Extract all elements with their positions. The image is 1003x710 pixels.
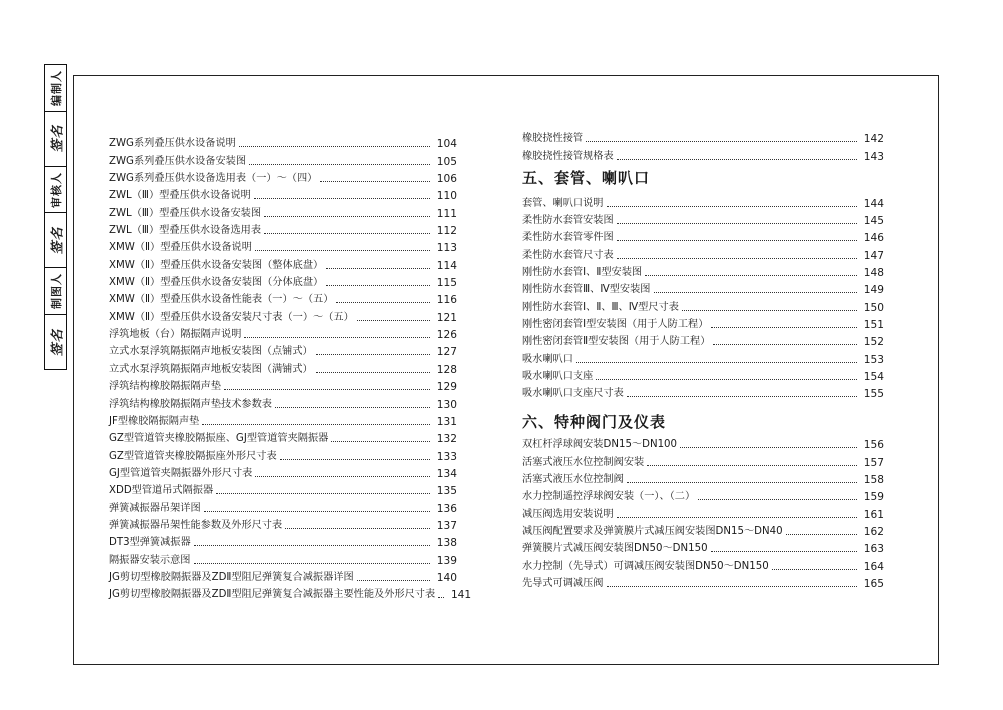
dot-leader <box>255 250 430 251</box>
toc-entry[interactable] <box>109 463 457 480</box>
toc-entry[interactable] <box>522 296 884 313</box>
dot-leader <box>239 146 430 147</box>
toc-entry[interactable] <box>109 272 457 289</box>
dot-leader <box>224 389 430 390</box>
toc-entry-title: 橡胶挠性接管规格表 <box>522 150 614 162</box>
toc-entry-title: 水力控制（先导式）可调减压阀安装图DN50～DN150 <box>522 560 769 572</box>
toc-right-column <box>522 128 884 590</box>
sidebar-cell <box>45 268 66 315</box>
toc-entry[interactable] <box>522 383 884 400</box>
toc-entry[interactable] <box>522 145 884 162</box>
toc-entry-page: 113 <box>436 242 457 255</box>
toc-entry[interactable] <box>109 220 457 237</box>
toc-entry[interactable] <box>522 366 884 383</box>
toc-entry-page: 158 <box>863 474 884 487</box>
dot-leader <box>786 534 857 535</box>
toc-entry[interactable] <box>109 428 457 445</box>
dot-leader <box>711 551 857 552</box>
sidebar-cell <box>45 315 66 369</box>
dot-leader <box>194 545 430 546</box>
dot-leader <box>627 396 857 397</box>
dot-leader <box>357 580 430 581</box>
toc-entry-title: 刚性防水套管Ⅰ、Ⅱ型安装图 <box>522 267 643 279</box>
toc-entry-title: 柔性防水套管零件图 <box>522 232 614 244</box>
toc-entry-title: 立式水泵浮筑隔振隔声地板安装图（点铺式） <box>109 346 313 358</box>
toc-entry[interactable] <box>522 521 884 538</box>
toc-entry-title: XMW（Ⅱ）型叠压供水设备安装图（分体底盘） <box>109 277 324 289</box>
dot-leader <box>682 310 857 311</box>
toc-entry-page: 132 <box>436 433 457 446</box>
dot-leader <box>326 268 430 269</box>
toc-entry-page: 106 <box>436 173 457 186</box>
toc-entry-page: 149 <box>863 284 884 297</box>
toc-entry-page: 110 <box>436 190 457 203</box>
toc-entry[interactable] <box>109 515 457 532</box>
dot-leader <box>275 407 430 408</box>
toc-entry[interactable] <box>109 185 457 202</box>
toc-entry-title: XMW（Ⅱ）型叠压供水设备性能表（一）～（五） <box>109 294 334 306</box>
toc-entry-page: 138 <box>436 537 457 550</box>
dot-leader <box>647 465 857 466</box>
toc-entry-title: XMW（Ⅱ）型叠压供水设备安装图（整体底盘） <box>109 259 324 271</box>
dot-leader <box>316 354 430 355</box>
toc-entry-title: 橡胶挠性接管 <box>522 133 584 145</box>
toc-entry-title: JG剪切型橡胶隔振器及ZDⅡ型阻尼弹簧复合减振器详图 <box>109 571 354 583</box>
toc-entry-title: XDD型管道吊式隔振器 <box>109 485 214 497</box>
toc-entry[interactable] <box>522 262 884 279</box>
toc-entry-page: 121 <box>436 311 457 324</box>
toc-entry[interactable] <box>522 128 884 145</box>
toc-entry[interactable] <box>109 532 457 549</box>
toc-entry-title: 活塞式液压水位控制阀 <box>522 474 624 486</box>
sidebar-label: 制图人 <box>49 273 63 310</box>
toc-entry[interactable] <box>522 210 884 227</box>
toc-entry-title: 弹簧膜片式减压阀安装图DN50～DN150 <box>522 543 708 555</box>
toc-entry-title: 双杠杆浮球阀安装DN15～DN100 <box>522 439 678 451</box>
dot-leader <box>654 292 858 293</box>
sidebar-label: 签名 <box>50 226 66 255</box>
toc-entry-page: 137 <box>436 519 457 532</box>
toc-entry[interactable] <box>109 497 457 514</box>
dot-leader <box>438 597 444 598</box>
toc-entry-title: ZWG系列叠压供水设备安装图 <box>109 155 247 167</box>
toc-entry[interactable] <box>109 549 457 566</box>
toc-entry[interactable] <box>109 133 457 150</box>
toc-entry-page: 133 <box>436 450 457 463</box>
toc-entry-title: ZWL（Ⅲ）型叠压供水设备选用表 <box>109 225 262 237</box>
toc-entry-title: 吸水喇叭口 <box>522 353 573 365</box>
toc-entry[interactable] <box>109 358 457 375</box>
toc-entry-page: 155 <box>863 388 884 401</box>
toc-entry-page: 139 <box>436 554 457 567</box>
toc-entry-title: DT3型弹簧减振器 <box>109 537 191 549</box>
toc-entry-title: GZ型管道管夹橡胶隔振座、GJ型管道管夹隔振器 <box>109 433 329 445</box>
toc-entry[interactable] <box>522 244 884 261</box>
toc-entry-page: 143 <box>863 150 884 163</box>
toc-entry[interactable] <box>109 289 457 306</box>
dot-leader <box>249 164 430 165</box>
toc-entry-page: 145 <box>863 215 884 228</box>
toc-entry[interactable] <box>109 393 457 410</box>
toc-entry[interactable] <box>109 567 457 584</box>
toc-entry-page: 135 <box>436 485 457 498</box>
toc-entry-title: 活塞式液压水位控制阀安装 <box>522 456 645 468</box>
dot-leader <box>645 275 857 276</box>
toc-entry[interactable] <box>109 202 457 219</box>
dot-leader <box>336 302 430 303</box>
toc-entry-page: 141 <box>450 589 472 602</box>
toc-entry-page: 161 <box>863 508 884 521</box>
dot-leader <box>617 517 857 518</box>
toc-entry[interactable] <box>522 486 884 503</box>
toc-entry-title: 弹簧减振器吊架性能参数及外形尺寸表 <box>109 519 283 531</box>
toc-entry-title: 减压阀选用安装说明 <box>522 508 614 520</box>
sidebar-label: 审核人 <box>49 171 63 208</box>
toc-entry-page: 148 <box>863 267 884 280</box>
toc-entry-title: GZ型管道管夹橡胶隔振座外形尺寸表 <box>109 450 277 462</box>
sidebar-cell <box>45 112 66 167</box>
toc-entry[interactable] <box>109 445 457 462</box>
toc-entry-page: 144 <box>863 197 884 210</box>
sidebar-label: 签名 <box>50 124 66 153</box>
dot-leader <box>576 362 857 363</box>
dot-leader <box>264 216 430 217</box>
toc-entry-page: 159 <box>863 491 884 504</box>
toc-entry-title: 吸水喇叭口支座尺寸表 <box>522 388 624 400</box>
toc-entry-title: 立式水泵浮筑隔振隔声地板安装图（满铺式） <box>109 363 313 375</box>
dot-leader <box>254 198 430 199</box>
toc-entry-page: 142 <box>863 133 884 146</box>
toc-entry[interactable] <box>522 469 884 486</box>
section-five-list <box>522 193 884 401</box>
toc-entry-page: 115 <box>436 277 457 290</box>
toc-entry[interactable] <box>109 306 457 323</box>
toc-entry[interactable] <box>109 324 457 341</box>
toc-entry-title: 浮筑结构橡胶隔振隔声垫 <box>109 381 222 393</box>
toc-entry[interactable] <box>522 573 884 590</box>
dot-leader <box>607 206 858 207</box>
dot-leader <box>285 528 430 529</box>
dot-leader <box>772 569 857 570</box>
toc-entry-page: 112 <box>436 225 457 238</box>
toc-entry-page: 150 <box>863 301 884 314</box>
toc-entry[interactable] <box>522 503 884 520</box>
toc-entry-title: 隔振器安装示意图 <box>109 554 191 566</box>
toc-entry-page: 157 <box>863 456 884 469</box>
toc-entry-title: XMW（Ⅱ）型叠压供水设备说明 <box>109 242 252 254</box>
toc-entry-title: ZWL（Ⅲ）型叠压供水设备安装图 <box>109 207 262 219</box>
dot-leader <box>264 233 430 234</box>
toc-entry-page: 131 <box>436 415 457 428</box>
toc-entry-page: 105 <box>436 155 457 168</box>
toc-entry-title: 减压阀配置要求及弹簧膜片式减压阀安装图DN15～DN40 <box>522 525 783 537</box>
dot-leader <box>194 563 431 564</box>
toc-entry-page: 136 <box>436 502 457 515</box>
section-five-heading: 五、套管、喇叭口 <box>522 169 651 188</box>
toc-entry[interactable] <box>109 254 457 271</box>
toc-entry[interactable] <box>109 168 457 185</box>
dot-leader <box>216 493 430 494</box>
toc-entry[interactable] <box>522 555 884 572</box>
toc-entry[interactable] <box>109 237 457 254</box>
dot-leader <box>617 258 857 259</box>
toc-right-top-list <box>522 128 884 163</box>
dot-leader <box>607 586 858 587</box>
dot-leader <box>596 379 857 380</box>
dot-leader <box>320 181 430 182</box>
toc-entry-page: 164 <box>863 560 884 573</box>
toc-entry-title: JF型橡胶隔振隔声垫 <box>109 415 200 427</box>
toc-entry-page: 152 <box>863 336 884 349</box>
dot-leader <box>617 240 857 241</box>
sidebar-label: 签名 <box>50 328 66 357</box>
toc-entry-title: 弹簧减振器吊架详图 <box>109 502 201 514</box>
toc-entry[interactable] <box>522 227 884 244</box>
toc-entry-title: JG剪切型橡胶隔振器及ZDⅡ型阻尼弹簧复合减振器主要性能及外形尺寸表 <box>109 589 436 601</box>
toc-entry-title: 浮筑结构橡胶隔振隔声垫技术参数表 <box>109 398 272 410</box>
toc-entry-title: 柔性防水套管安装图 <box>522 215 614 227</box>
toc-entry-title: XMW（Ⅱ）型叠压供水设备安装尺寸表（一）～（五） <box>109 311 354 323</box>
toc-entry-title: 刚性密闭套管Ⅱ型安装图（用于人防工程） <box>522 336 711 348</box>
toc-entry-title: 水力控制遥控浮球阀安装（一）、（二） <box>522 491 696 503</box>
toc-entry-title: 吸水喇叭口支座 <box>522 370 594 382</box>
toc-entry-title: 套管、喇叭口说明 <box>522 197 604 209</box>
section-six-list <box>522 434 884 590</box>
toc-entry-page: 134 <box>436 467 457 480</box>
toc-entry[interactable] <box>522 193 884 210</box>
toc-entry[interactable] <box>522 434 884 451</box>
toc-entry-page: 126 <box>436 329 457 342</box>
dot-leader <box>202 424 430 425</box>
toc-entry-title: 刚性防水套管Ⅲ、Ⅳ型安装图 <box>522 284 651 296</box>
toc-entry-title: 刚性防水套管Ⅰ、Ⅱ、Ⅲ、Ⅳ型尺寸表 <box>522 301 679 313</box>
toc-entry-page: 114 <box>436 259 457 272</box>
toc-entry-page: 162 <box>863 525 884 538</box>
toc-entry-title: ZWL（Ⅲ）型叠压供水设备说明 <box>109 190 251 202</box>
toc-entry[interactable] <box>109 411 457 428</box>
sidebar-cell <box>45 213 66 268</box>
dot-leader <box>586 141 857 142</box>
toc-entry-title: 刚性密闭套管Ⅰ型安装图（用于人防工程） <box>522 318 709 330</box>
toc-entry[interactable] <box>522 538 884 555</box>
dot-leader <box>316 372 430 373</box>
toc-entry[interactable] <box>522 348 884 365</box>
dot-leader <box>204 511 430 512</box>
toc-entry-title: ZWG系列叠压供水设备选用表（一）～（四） <box>109 173 318 185</box>
section-six-heading: 六、特种阀门及仪表 <box>522 413 667 432</box>
sidebar-cell <box>45 167 66 214</box>
toc-entry[interactable] <box>109 376 457 393</box>
dot-leader <box>627 482 857 483</box>
toc-entry-page: 151 <box>863 318 884 331</box>
dot-leader <box>617 159 857 160</box>
toc-entry-page: 128 <box>436 363 457 376</box>
dot-leader <box>357 320 430 321</box>
sidebar-cell <box>45 65 66 112</box>
sidebar-label: 编制人 <box>49 69 63 106</box>
toc-entry-page: 104 <box>436 138 457 151</box>
toc-left-column <box>109 133 472 602</box>
dot-leader <box>255 476 430 477</box>
dot-leader <box>617 223 857 224</box>
dot-leader <box>680 447 857 448</box>
toc-entry-page: 147 <box>863 249 884 262</box>
dot-leader <box>698 499 857 500</box>
toc-entry-title: 柔性防水套管尺寸表 <box>522 249 614 261</box>
toc-entry-page: 111 <box>436 207 457 220</box>
dot-leader <box>711 327 857 328</box>
toc-entry-title: GJ型管道管夹隔振器外形尺寸表 <box>109 467 253 479</box>
toc-entry-title: ZWG系列叠压供水设备说明 <box>109 138 236 150</box>
toc-entry-page: 116 <box>436 294 457 307</box>
toc-entry[interactable] <box>522 314 884 331</box>
toc-entry-page: 163 <box>863 543 884 556</box>
dot-leader <box>326 285 430 286</box>
toc-entry[interactable] <box>522 331 884 348</box>
toc-entry-page: 154 <box>863 370 884 383</box>
toc-entry-page: 153 <box>863 353 884 366</box>
toc-entry[interactable] <box>109 341 457 358</box>
toc-entry-page: 146 <box>863 232 884 245</box>
toc-entry-page: 140 <box>436 571 457 584</box>
dot-leader <box>280 459 430 460</box>
dot-leader <box>244 337 430 338</box>
toc-entry[interactable] <box>522 451 884 468</box>
toc-entry[interactable] <box>522 279 884 296</box>
toc-entry[interactable] <box>109 584 472 602</box>
signature-strip <box>44 64 67 370</box>
toc-entry-page: 129 <box>436 381 457 394</box>
toc-entry[interactable] <box>109 150 457 167</box>
toc-entry-page: 130 <box>436 398 457 411</box>
toc-entry-page: 156 <box>863 439 884 452</box>
toc-entry-title: 浮筑地板（台）隔振隔声说明 <box>109 329 242 341</box>
toc-entry-page: 127 <box>436 346 457 359</box>
dot-leader <box>331 441 430 442</box>
dot-leader <box>713 344 857 345</box>
toc-entry-title: 先导式可调减压阀 <box>522 577 604 589</box>
toc-entry[interactable] <box>109 480 457 497</box>
toc-entry-page: 165 <box>863 577 884 590</box>
